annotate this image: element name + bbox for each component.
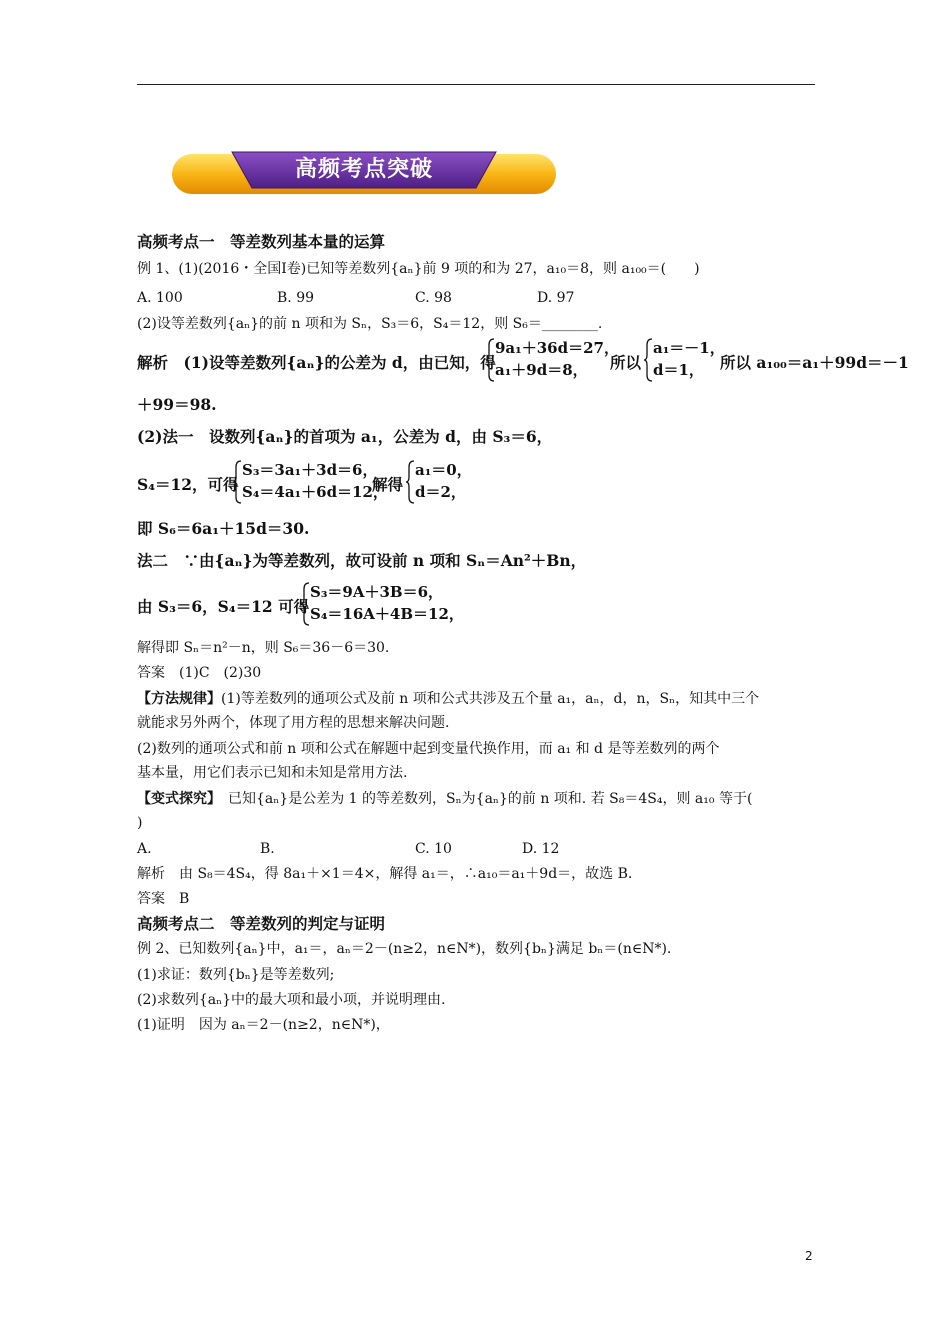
choice-a: A. 100	[137, 290, 183, 306]
example2-line1: 例 2、已知数列{aₙ}中，a₁＝，aₙ＝2－(n≥2，n∈N*)，数列{bₙ}满足 bₙ＝(n∈N*).	[137, 941, 672, 957]
example2-line2: (1)求证：数列{bₙ}是等差数列;	[137, 967, 335, 983]
banner-title: 高频考点突破	[294, 157, 433, 182]
solution1-post: 所以 a₁₀₀＝a₁＋99d＝－1	[720, 353, 909, 372]
method1-prefix: S₄＝12，可得	[137, 475, 239, 494]
section2-title: 高频考点二 等差数列的判定与证明	[137, 914, 386, 933]
variant-answer: 答案 B	[137, 891, 190, 907]
section-banner	[170, 150, 558, 196]
variant-solution: 解析 由 S₈＝4S₄，得 8a₁＋×1＝4×，解得 a₁＝，∴a₁₀＝a₁＋9d＝，故选 B.	[137, 866, 633, 882]
choice-b: B. 99	[277, 290, 315, 306]
variant-label: 【变式探究】	[137, 791, 214, 807]
method1-mid: 解得	[372, 475, 404, 494]
brace-icon	[232, 460, 242, 504]
method1-line1: (2)法一 设数列{aₙ}的首项为 a₁，公差为 d，由 S₃＝6，	[137, 427, 553, 446]
method-rule-label: 【方法规律】	[137, 691, 221, 707]
method-rule-line4: 基本量，用它们表示已知和未知是常用方法.	[137, 765, 408, 781]
method-rule-line1: 【方法规律】(1)等差数列的通项公式及前 n 项和公式共涉及五个量 a₁，aₙ，d，n，Sₙ，知其中三个	[137, 691, 760, 707]
method2-line1: 法二 ∵由{aₙ}为等差数列，故可设前 n 项和 Sₙ＝An²＋Bn，	[137, 551, 587, 570]
brace-icon	[405, 460, 415, 504]
example2-line4: (1)证明 因为 aₙ＝2－(n≥2，n∈N*)，	[137, 1017, 390, 1033]
variant-choice-a: A.	[137, 841, 152, 857]
variant-line1: 【变式探究】 已知{aₙ}是公差为 1 的等差数列，Sₙ为{aₙ}的前 n 项和. 若 S₈＝4S₄，则 a₁₀ 等于(	[137, 791, 753, 807]
variant-choice-d: D. 12	[522, 841, 560, 857]
section1-title: 高频考点一 等差数列基本量的运算	[137, 232, 386, 251]
page-number: 2	[805, 1249, 813, 1263]
brace-icon	[300, 582, 310, 626]
example1-line1: 例 1、(1)(2016・全国Ⅰ卷)已知等差数列{aₙ}前 9 项的和为 27，a₁₀＝8，则 a₁₀₀＝( )	[137, 261, 700, 277]
variant-choice-c: C. 10	[415, 841, 452, 857]
example2-line3: (2)求数列{aₙ}中的最大项和最小项，并说明理由.	[137, 992, 446, 1008]
solution1-mid: 所以	[610, 353, 642, 372]
method2-prefix: 由 S₃＝6，S₄＝12 可得	[137, 597, 310, 616]
method1-result: 即 S₆＝6a₁＋15d＝30.	[137, 519, 310, 538]
brace-icon	[485, 338, 495, 382]
brace-icon	[643, 338, 653, 382]
solution1-prefix: 解析 (1)设等差数列{aₙ}的公差为 d，由已知，得	[137, 353, 496, 372]
variant-line2: )	[137, 815, 143, 831]
example1-line2: (2)设等差数列{aₙ}的前 n 项和为 Sₙ，S₃＝6，S₄＝12，则 S₆＝________.	[137, 316, 603, 332]
variant-choice-b: B.	[260, 841, 275, 857]
method-rule-line3: (2)数列的通项公式和前 n 项和公式在解题中起到变量代换作用，而 a₁ 和 d 是等差数列的两个	[137, 741, 720, 757]
answer1: 答案 (1)C (2)30	[137, 665, 262, 681]
choice-d: D. 97	[537, 290, 575, 306]
method-rule-line2: 就能求另外两个，体现了用方程的思想来解决问题.	[137, 715, 450, 731]
method2-result: 解得即 Sₙ＝n²－n，则 S₆＝36－6＝30.	[137, 640, 390, 656]
header-rule	[137, 84, 815, 85]
choice-c: C. 98	[415, 290, 452, 306]
solution1-cont: ＋99＝98.	[137, 395, 217, 414]
